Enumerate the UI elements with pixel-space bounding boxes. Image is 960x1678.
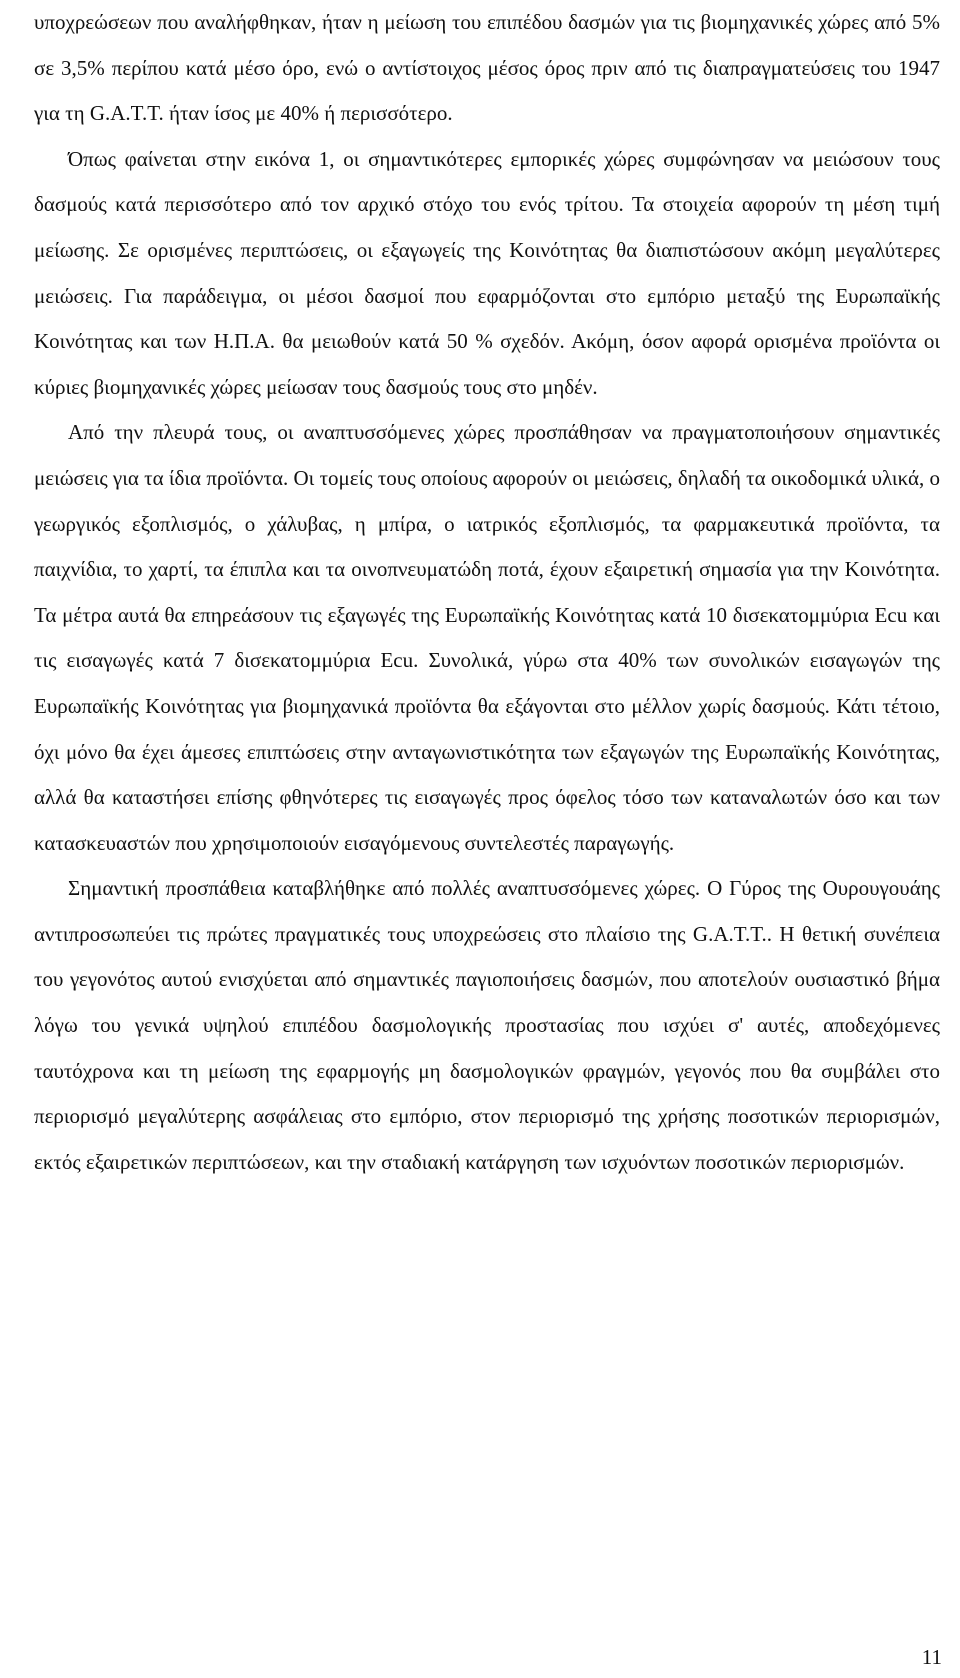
paragraph-continuation: υποχρεώσεων που αναλήφθηκαν, ήταν η μείωση του επιπέδου δασμών για τις βιομηχανικές χώρες από 5% σε 3,5% περίπου κατά μέσο όρο, ενώ ο αντίστοιχος μέσος όρος πριν από τις διαπραγματεύσεις του 1947 για τη G.A.T.T. ήταν ίσος με 40% ή περισσότερο. <box>34 10 940 126</box>
paragraph-developing-countries: Από την πλευρά τους, οι αναπτυσσόμενες χώρες προσπάθησαν να πραγματοποιήσουν σημαντικές μειώσεις για τα ίδια προϊόντα. Οι τομείς τους οποίους αφορούν οι μειώσεις, δηλαδή τα οικοδομικά υλικά, ο γεωργικός εξοπλισμός, ο χάλυβας, η μπίρα, ο ιατρικός εξοπλισμός, τα φαρμακευτικά προϊόντα, τα παιχνίδια, το χαρτί, τα έπιπλα και τα οινοπνευματώδη ποτά, έχουν εξαιρετική σημασία για την Κοινότητα. Τα μέτρα αυτά θα επηρεάσουν τις εξαγωγές της Ευρωπαϊκής Κοινότητας κατά 10 δισεκατομμύρια Ecu και τις εισαγωγές κατά 7 δισεκατομμύρια Ecu. Συνολικά, γύρω στα 40% των συνολικών εισαγωγών της Ευρωπαϊκής Κοινότητας για βιομηχανικά προϊόντα θα εξάγονται στο μέλλον χωρίς δασμούς. Κάτι τέτοιο, όχι μόνο θα έχει άμεσες επιπτώσεις στην ανταγωνιστικότητα των εξαγωγών της Ευρωπαϊκής Κοινότητας, αλλά θα καταστήσει επίσης φθηνότερες τις εισαγωγές προς όφελος τόσο των καταναλωτών όσο και των κατασκευαστών που χρησιμοποιούν εισαγόμενους συντελεστές παραγωγής. <box>34 420 940 855</box>
page-number: 11 <box>921 1645 942 1669</box>
document-page <box>34 0 940 1185</box>
paragraph-uruguay-round: Σημαντική προσπάθεια καταβλήθηκε από πολλές αναπτυσσόμενες χώρες. Ο Γύρος της Ουρουγουάης αντιπροσωπεύει τις πρώτες πραγματικές τους υποχρεώσεις στο πλαίσιο της G.A.T.T.. Η θετική συνέπεια του γεγονότος αυτού ενισχύεται από σημαντικές παγιοποιήσεις δασμών, που αποτελούν ουσιαστικό βήμα λόγω του γενικά υψηλού επιπέδου δασμολογικής προστασίας που ισχύει σ' αυτές, αποδεχόμενες ταυτόχρονα και τη μείωση της εφαρμογής μη δασμολογικών φραγμών, γεγονός που θα συμβάλει στο περιορισμό μεγαλύτερης ασφάλειας στο εμπόριο, στον περιορισμό της χρήσης ποσοτικών περιορισμών, εκτός εξαιρετικών περιπτώσεων, και την σταδιακή κατάργηση των ισχυόντων ποσοτικών περιορισμών. <box>34 876 940 1174</box>
paragraph-figure-reference: Όπως φαίνεται στην εικόνα 1, οι σημαντικότερες εμπορικές χώρες συμφώνησαν να μειώσουν τους δασμούς κατά περισσότερο από τον αρχικό στόχο του ενός τρίτου. Τα στοιχεία αφορούν τη μέση τιμή μείωσης. Σε ορισμένες περιπτώσεις, οι εξαγωγείς της Κοινότητας θα διαπιστώσουν ακόμη μεγαλύτερες μειώσεις. Για παράδειγμα, οι μέσοι δασμοί που εφαρμόζονται στο εμπόριο μεταξύ της Ευρωπαϊκής Κοινότητας και των Η.Π.Α. θα μειωθούν κατά 50 % σχεδόν. Ακόμη, όσον αφορά ορισμένα προϊόντα οι κύριες βιομηχανικές χώρες μείωσαν τους δασμούς τους στο μηδέν. <box>34 146 940 399</box>
